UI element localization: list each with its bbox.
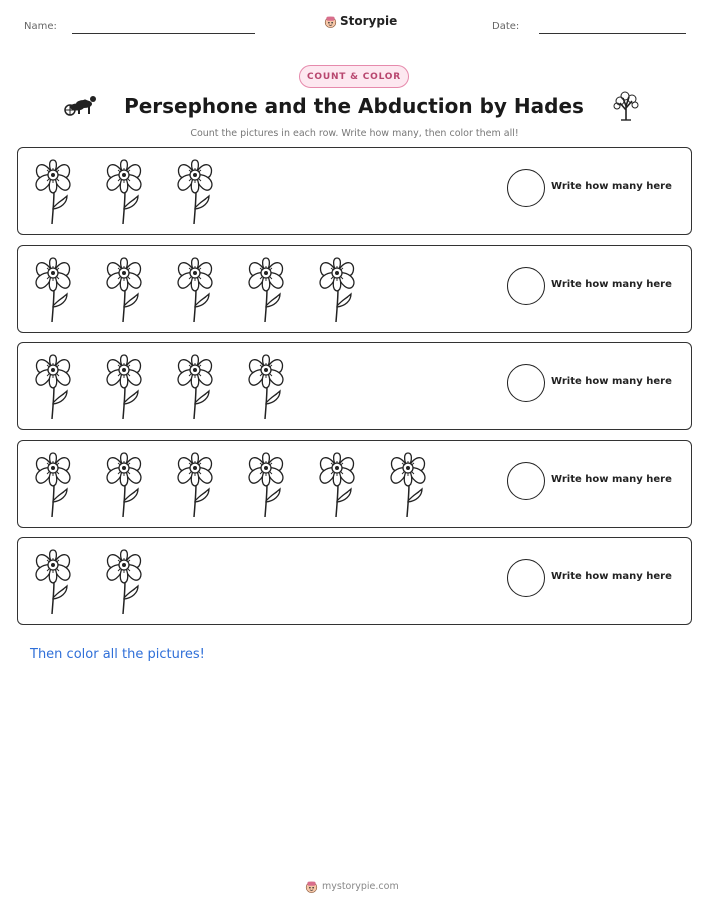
picture-group [31,156,218,228]
answer-circle[interactable] [507,559,545,597]
worksheet-title: Persephone and the Abduction by Hades [124,94,584,118]
picture-group [31,351,289,423]
flower-icon [173,351,218,421]
tree-icon [612,90,640,122]
name-label: Name: [24,21,57,32]
count-row [17,537,692,625]
flower-icon [244,254,289,324]
answer-prompt: Write how many here [551,474,672,485]
count-row [17,342,692,430]
flower-icon [244,351,289,421]
brand [324,14,397,28]
picture-group [31,449,431,521]
flower-icon [102,546,147,616]
flower-icon [173,156,218,226]
flower-icon [31,351,76,421]
date-label: Date: [492,21,520,32]
answer-circle[interactable] [507,267,545,305]
footer [305,880,399,893]
flower-icon [386,449,431,519]
closing-note: Then color all the pictures! [30,647,205,662]
flower-icon [173,449,218,519]
flower-icon [102,254,147,324]
footer-site: mystorypie.com [322,881,399,892]
flower-icon [31,156,76,226]
flower-icon [102,449,147,519]
answer-circle[interactable] [507,462,545,500]
flower-icon [102,156,147,226]
answer-prompt: Write how many here [551,571,672,582]
flower-icon [31,449,76,519]
flower-icon [173,254,218,324]
flower-icon [102,351,147,421]
flower-icon [315,254,360,324]
answer-prompt: Write how many here [551,279,672,290]
brand-name: Storypie [340,14,398,28]
storypie-logo-icon [324,15,337,28]
activity-badge: COUNT & COLOR [299,65,409,88]
name-line [72,33,255,34]
picture-group [31,546,147,618]
answer-prompt: Write how many here [551,376,672,387]
date-line [539,33,686,34]
count-row [17,245,692,333]
worksheet-header [0,0,709,40]
flower-icon [315,449,360,519]
answer-circle[interactable] [507,169,545,207]
chariot-horses-icon [64,92,98,118]
picture-group [31,254,360,326]
answer-prompt: Write how many here [551,181,672,192]
flower-icon [31,546,76,616]
flower-icon [244,449,289,519]
instructions: Count the pictures in each row. Write how many, then color them all! [190,128,519,139]
storypie-footer-logo-icon [305,880,318,893]
flower-icon [31,254,76,324]
count-row [17,147,692,235]
count-row [17,440,692,528]
answer-circle[interactable] [507,364,545,402]
